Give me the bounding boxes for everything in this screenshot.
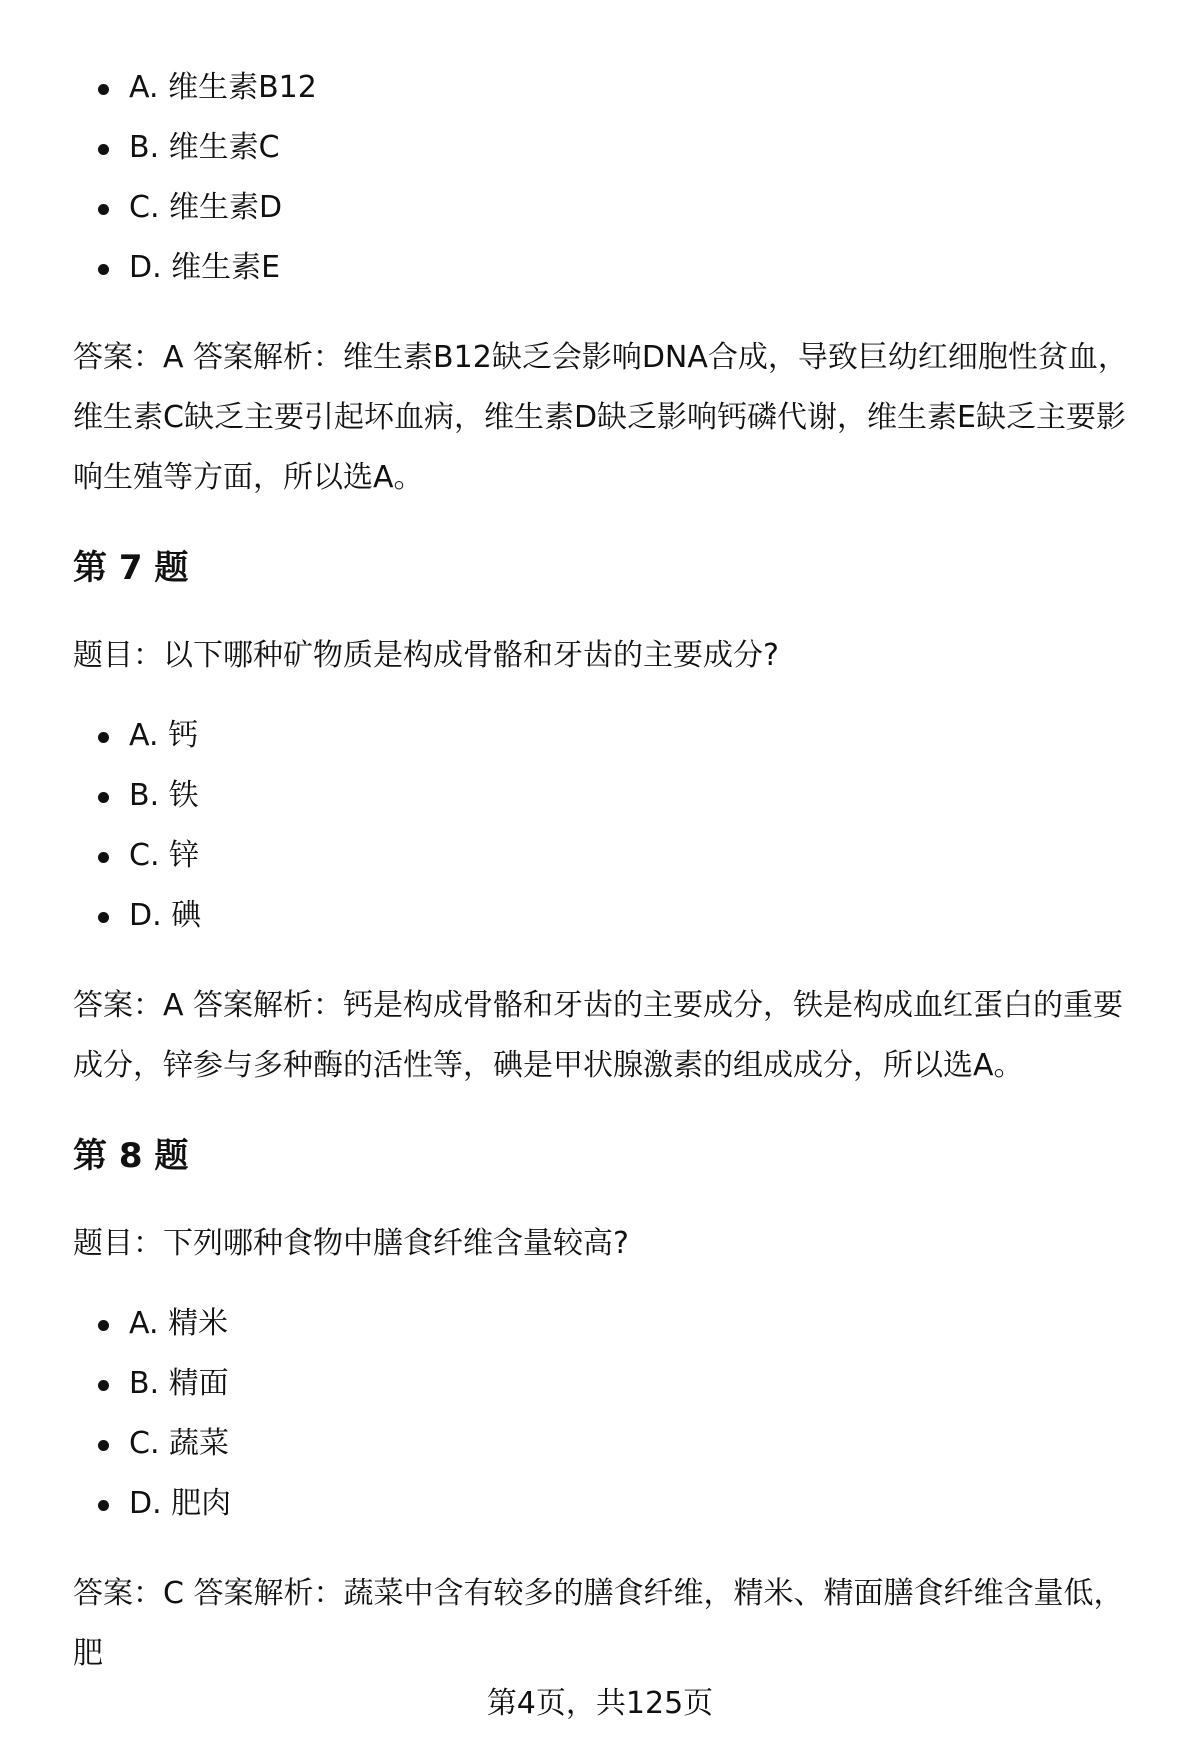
q6-options	[73, 62, 1153, 302]
q8-option-c: C. 蔬菜	[73, 1418, 1153, 1478]
q6-option-c: C. 维生素D	[73, 182, 1153, 242]
q8-question: 题目：下列哪种食物中膳食纤维含量较高?	[73, 1226, 629, 1261]
q7-option-a: A. 钙	[73, 710, 1153, 770]
q6-option-a: A. 维生素B12	[73, 62, 1153, 122]
q8-option-d: D. 肥肉	[73, 1478, 1153, 1538]
q7-answer: 答案：A 答案解析：钙是构成骨骼和牙齿的主要成分，铁是构成血红蛋白的重要成分，锌参与多种酶的活性等，碘是甲状腺激素的组成成分，所以选A。	[73, 988, 1124, 1083]
document-body	[73, 62, 1153, 1684]
q6-answer: 答案：A 答案解析：维生素B12缺乏会影响DNA合成，导致巨幼红细胞性贫血，维生素C缺乏主要引起坏血病，维生素D缺乏影响钙磷代谢，维生素E缺乏主要影响生殖等方面，所以选A。	[73, 340, 1128, 495]
q7-option-b: B. 铁	[73, 770, 1153, 830]
q8-answer: 答案：C 答案解析：蔬菜中含有较多的膳食纤维，精米、精面膳食纤维含量低，肥	[73, 1576, 1124, 1671]
q7-question: 题目：以下哪种矿物质是构成骨骼和牙齿的主要成分?	[73, 638, 779, 673]
q8-option-b: B. 精面	[73, 1358, 1153, 1418]
q7-option-c: C. 锌	[73, 830, 1153, 890]
page-footer: 第4页，共125页	[486, 1686, 714, 1721]
q8-option-a: A. 精米	[73, 1298, 1153, 1358]
q8-title: 第 8 题	[73, 1136, 189, 1176]
q6-option-b: B. 维生素C	[73, 122, 1153, 182]
q7-options	[73, 710, 1153, 950]
q8-options	[73, 1298, 1153, 1538]
q7-title: 第 7 题	[73, 548, 189, 588]
q6-option-d: D. 维生素E	[73, 242, 1153, 302]
q7-option-d: D. 碘	[73, 890, 1153, 950]
